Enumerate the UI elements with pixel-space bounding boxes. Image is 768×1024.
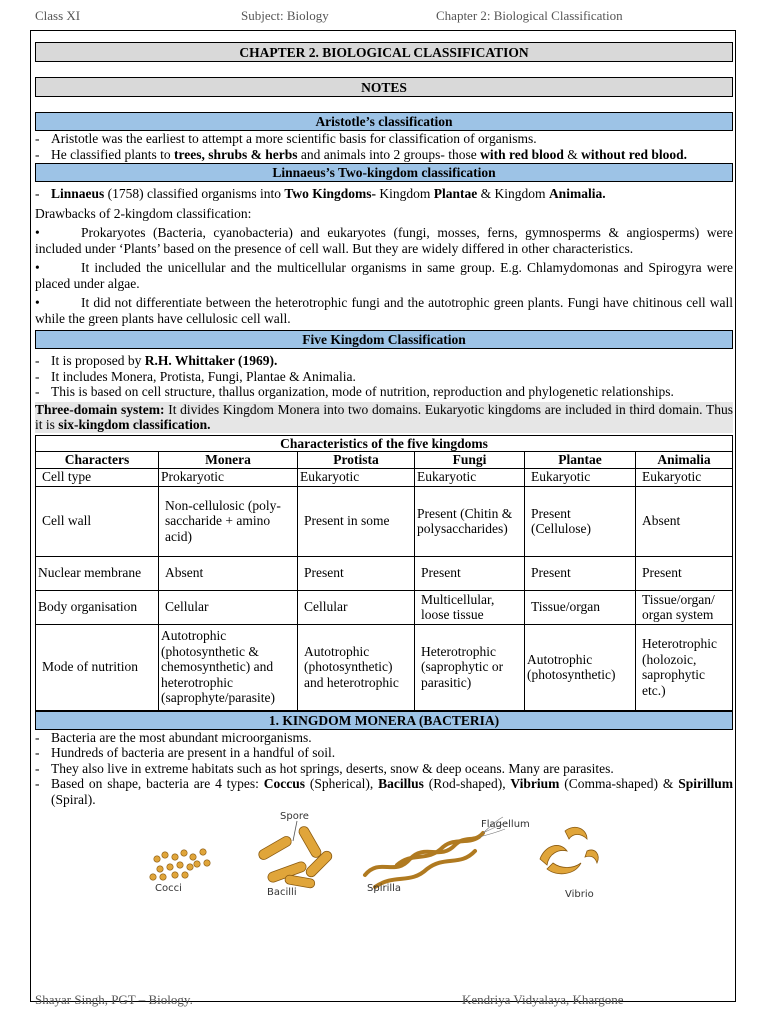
table-header: Plantae: [525, 452, 636, 469]
aristotle-heading: Aristotle’s classification: [35, 112, 733, 131]
table-cell: Absent: [636, 486, 733, 556]
table-cell: Cell type: [36, 468, 159, 486]
table-header: Fungi: [415, 452, 525, 469]
table-cell: Nuclear membrane: [36, 556, 159, 590]
bacilli-shapes: [257, 825, 334, 889]
flagellum-label: Flagellum: [481, 819, 530, 830]
five-point-1: - It is proposed by R.H. Whittaker (1969).: [35, 353, 278, 368]
cocci-shapes: [150, 849, 210, 880]
five-point-2: - It includes Monera, Protista, Fungi, Plantae & Animalia.: [35, 368, 356, 384]
table-header: Animalia: [636, 452, 733, 469]
table-cell: Heterotrophic (saprophytic or parasitic): [415, 624, 525, 710]
table-row: [36, 486, 733, 556]
linnaeus-heading: Linnaeus’s Two-kingdom classification: [35, 163, 733, 182]
spirilla-shapes: [365, 833, 483, 887]
table-cell: Mode of nutrition: [36, 624, 159, 710]
document-body: [35, 42, 733, 903]
kingdom-table: [35, 451, 733, 711]
drawbacks-heading: Drawbacks of 2-kingdom classification:: [35, 205, 252, 221]
table-header: Protista: [298, 452, 415, 469]
table-cell: Absent: [159, 556, 298, 590]
spirilla-label: Spirilla: [367, 883, 402, 894]
vibrio-label: Vibrio: [565, 889, 594, 900]
table-cell: Present (Cellulose): [525, 486, 636, 556]
cocci-label: Cocci: [155, 883, 182, 894]
header-subject: Subject: Biology: [241, 8, 329, 23]
table-cell: Present in some: [298, 486, 415, 556]
monera-point-1: - Bacteria are the most abundant microorganisms.: [35, 729, 312, 745]
monera-point-3: - They also live in extreme habitats such as hot springs, deserts, snow & deep oceans. Many are parasites.: [35, 760, 614, 776]
table-cell: Eukaryotic: [525, 468, 636, 486]
footer-author: Shayar Singh, PGT – Biology.: [35, 992, 193, 1007]
drawback-2: • It included the unicellular and the multicellular organisms in same group. E.g. Chlamydomonas and Spirogyra were placed under algae.: [35, 260, 733, 291]
footer-school: Kendriya Vidyalaya, Khargone: [462, 992, 624, 1007]
header-chapter: Chapter 2: Biological Classification: [436, 8, 623, 23]
table-cell: Autotrophic (photosynthetic) and heterotrophic: [298, 624, 415, 710]
spore-label: Spore: [280, 811, 309, 822]
table-cell: Autotrophic (photosynthetic & chemosynthetic) and heterotrophic (saprophyte/parasite): [159, 624, 298, 710]
table-cell: Body organisation: [36, 590, 159, 624]
vibrio-shapes: [540, 827, 598, 874]
table-cell: Non-cellulosic (poly-saccharide + amino acid): [159, 486, 298, 556]
aristotle-point-2: - He classified plants to trees, shrubs & herbs and animals into 2 groups- those with red blood & without red blood.: [35, 146, 688, 162]
five-kingdom-heading: Five Kingdom Classification: [35, 330, 733, 349]
table-cell: Eukaryotic: [636, 468, 733, 486]
table-cell: Multicellular, loose tissue: [415, 590, 525, 624]
table-cell: Eukaryotic: [298, 468, 415, 486]
table-title: Characteristics of the five kingdoms: [35, 435, 733, 452]
table-cell: Cellular: [159, 590, 298, 624]
table-header: Monera: [159, 452, 298, 469]
table-cell: Tissue/organ: [525, 590, 636, 624]
five-point-3: - This is based on cell structure, thallus organization, mode of nutrition, reproduction and phylogenetic relationships.: [35, 384, 674, 399]
linnaeus-point-1: - Linnaeus (1758) classified organisms into Two Kingdoms- Kingdom Plantae & Kingdom Animalia.: [35, 186, 606, 201]
table-header: Characters: [36, 452, 159, 469]
chapter-title: CHAPTER 2. BIOLOGICAL CLASSIFICATION: [35, 42, 733, 62]
bacilli-label: Bacilli: [267, 887, 297, 898]
table-row: [36, 468, 733, 486]
monera-point-2: - Hundreds of bacteria are present in a handful of soil.: [35, 745, 336, 760]
table-cell: Present: [298, 556, 415, 590]
table-row: [36, 624, 733, 710]
table-row: [36, 590, 733, 624]
table-cell: Heterotrophic (holozoic, saprophytic etc.): [636, 624, 733, 710]
table-cell: Eukaryotic: [415, 468, 525, 486]
table-cell: Cell wall: [36, 486, 159, 556]
monera-heading: 1. KINGDOM MONERA (BACTERIA): [35, 711, 733, 730]
table-cell: Cellular: [298, 590, 415, 624]
table-cell: Autotrophic (photosynthetic): [525, 624, 636, 710]
table-cell: Present (Chitin & polysaccharides): [415, 486, 525, 556]
table-cell: Present: [415, 556, 525, 590]
header-class: Class XI: [35, 8, 81, 23]
three-domain-system: Three-domain system: It divides Kingdom Monera into two domains. Eukaryotic kingdoms are included in third domain. Thus it is six-kingdom classification.: [35, 401, 733, 432]
table-row: [36, 556, 733, 590]
monera-point-4: - Based on shape, bacteria are 4 types: Coccus (Spherical), Bacillus (Rod-shaped), Vibrium (Comma-shaped) & Spirillum (Spiral).: [35, 776, 733, 807]
drawback-3: • It did not differentiate between the heterotrophic fungi and the autotrophic green plants. Fungi have chitinous cell wall while the green plants have cellulosic cell wall.: [35, 295, 733, 326]
table-cell: Prokaryotic: [159, 468, 298, 486]
table-cell: Tissue/organ/ organ system: [636, 590, 733, 624]
bacteria-illustration: [35, 807, 733, 903]
table-cell: Present: [636, 556, 733, 590]
table-cell: Present: [525, 556, 636, 590]
drawback-1: • Prokaryotes (Bacteria, cyanobacteria) and eukaryotes (fungi, mosses, ferns, gymnosperms & angiosperms) were included under ‘Plants’ based on the presence of cell wall. But they are widely differed in other characteristics.: [35, 225, 733, 256]
aristotle-point-1: - Aristotle was the earliest to attempt a more scientific basis for classification of organisms.: [35, 131, 537, 146]
notes-label: NOTES: [35, 77, 733, 97]
table-header-row: [36, 452, 733, 469]
